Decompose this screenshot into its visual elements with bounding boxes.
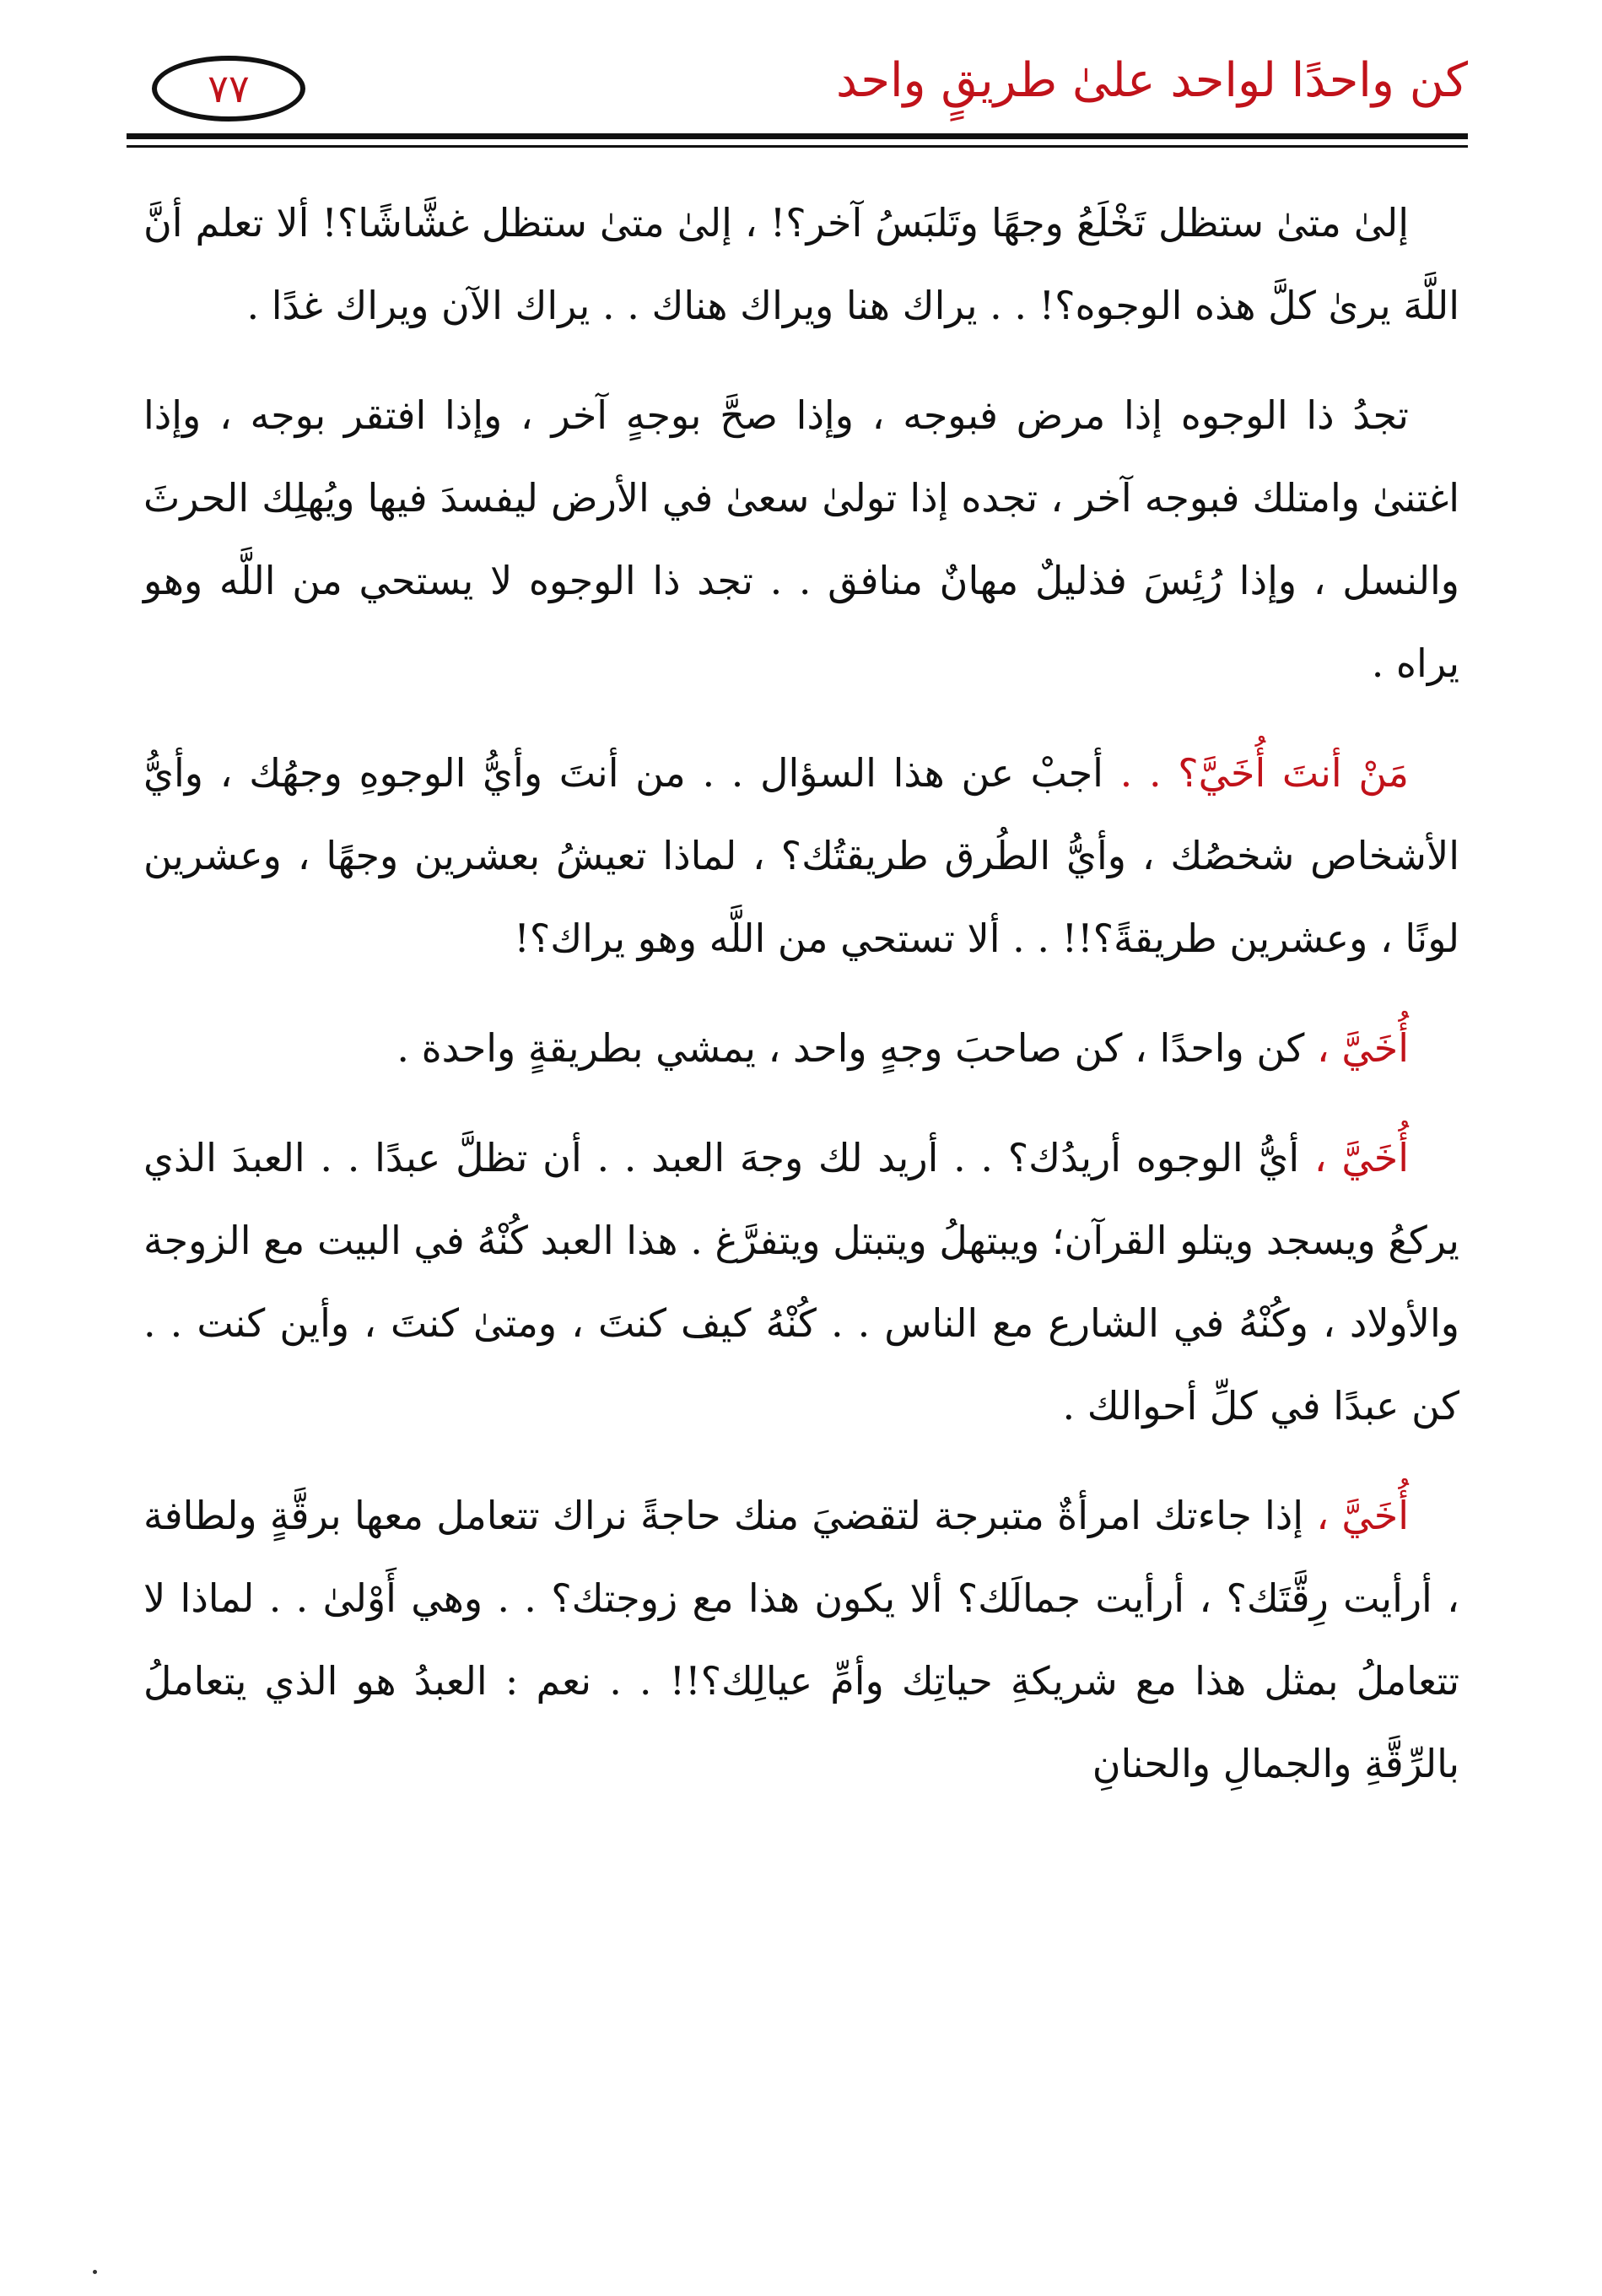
paragraph <box>143 732 1459 980</box>
page-number: ٧٧ <box>208 66 250 111</box>
header-rule-thick <box>127 133 1468 139</box>
paragraph <box>143 1007 1459 1089</box>
paragraph-lead: أُخَيَّ ، <box>1299 1135 1409 1180</box>
paragraph-lead: مَنْ أنتَ أُخَيَّ؟ . . <box>1103 750 1409 796</box>
paragraph-text: تجدُ ذا الوجوه إذا مرض فبوجه ، وإذا صحَّ بوجهٍ آخر ، وإذا افتقر بوجه ، وإذا اغتنىٰ وامتلك فبوجه آخر ، تجده إذا تولىٰ سعىٰ في الأرض ليفسدَ فيها ويُهلِك الحرثَ والنسل ، وإذا رُئِسَ فذليلٌ مهانٌ منافق . . تجد ذا الوجوه لا يستحي من اللَّه وهو يراه . <box>143 392 1459 686</box>
scan-speck <box>93 2270 97 2274</box>
paragraph-text: أيُّ الوجوه أريدُك؟ . . أريد لك وجهَ العبد . . أن تظلَّ عبدًا . . العبدَ الذي يركعُ ويسجد ويتلو القرآن؛ ويبتهلُ ويتبتل ويتفرَّغ . هذا العبد كُنْهُ في البيت مع الزوجة والأولاد ، وكُنْهُ في الشارع مع الناس . . كُنْهُ كيف كنتَ ، ومتىٰ كنتَ ، وأين كنت . . كن عبدًا في كلِّ أحوالك . <box>143 1135 1459 1429</box>
paragraph-text: إذا جاءتك امرأةٌ متبرجة لتقضيَ منك حاجةً نراك تتعامل معها برقَّةٍ ولطافة ، أرأيت رِقَّتَك؟ ، أرأيت جمالَك؟ ألا يكون هذا مع زوجتك؟ . . وهي أَوْلىٰ . . لماذا لا تتعاملُ بمثل هذا مع شريكةِ حياتِك وأمِّ عيالِك؟!! . . نعم : العبدُ هو الذي يتعاملُ بالرِّقَّةِ والجمالِ والحنانِ <box>143 1493 1459 1786</box>
page-number-oval <box>152 56 305 122</box>
paragraph-lead: أُخَيَّ ، <box>1304 1025 1409 1071</box>
header-rule-thin <box>127 145 1468 148</box>
paragraph-lead: أُخَيَّ ، <box>1303 1493 1409 1538</box>
body-text <box>143 181 1459 2240</box>
paragraph <box>143 1474 1459 1805</box>
paragraph-text: كن واحدًا ، كن صاحبَ وجهٍ واحد ، يمشي بطريقةٍ واحدة . <box>396 1025 1305 1071</box>
paragraph-text: أجبْ عن هذا السؤال . . من أنتَ وأيُّ الوجوهِ وجهُك ، وأيُّ الأشخاص شخصُك ، وأيُّ الطُرق طريقتُك؟ ، لماذا تعيشُ بعشرين وجهًا ، وعشرين لونًا ، وعشرين طريقةً؟!! . . ألا تستحي من اللَّه وهو يراك؟! <box>143 750 1459 961</box>
paragraph-text: إلىٰ متىٰ ستظل تَخْلَعُ وجهًا وتَلبَسُ آخر؟! ، إلىٰ متىٰ ستظل غشَّاشًا؟! ألا تعلم أنَّ اللَّهَ يرىٰ كلَّ هذه الوجوه؟! . . يراك هنا ويراك هناك . . يراك الآن ويراك غدًا . <box>143 200 1459 328</box>
paragraph <box>143 181 1459 347</box>
paragraph <box>143 374 1459 705</box>
paragraph <box>143 1116 1459 1447</box>
running-title: كن واحدًا لواحد علىٰ طريقٍ واحد <box>835 53 1468 108</box>
page-header <box>127 41 1468 142</box>
